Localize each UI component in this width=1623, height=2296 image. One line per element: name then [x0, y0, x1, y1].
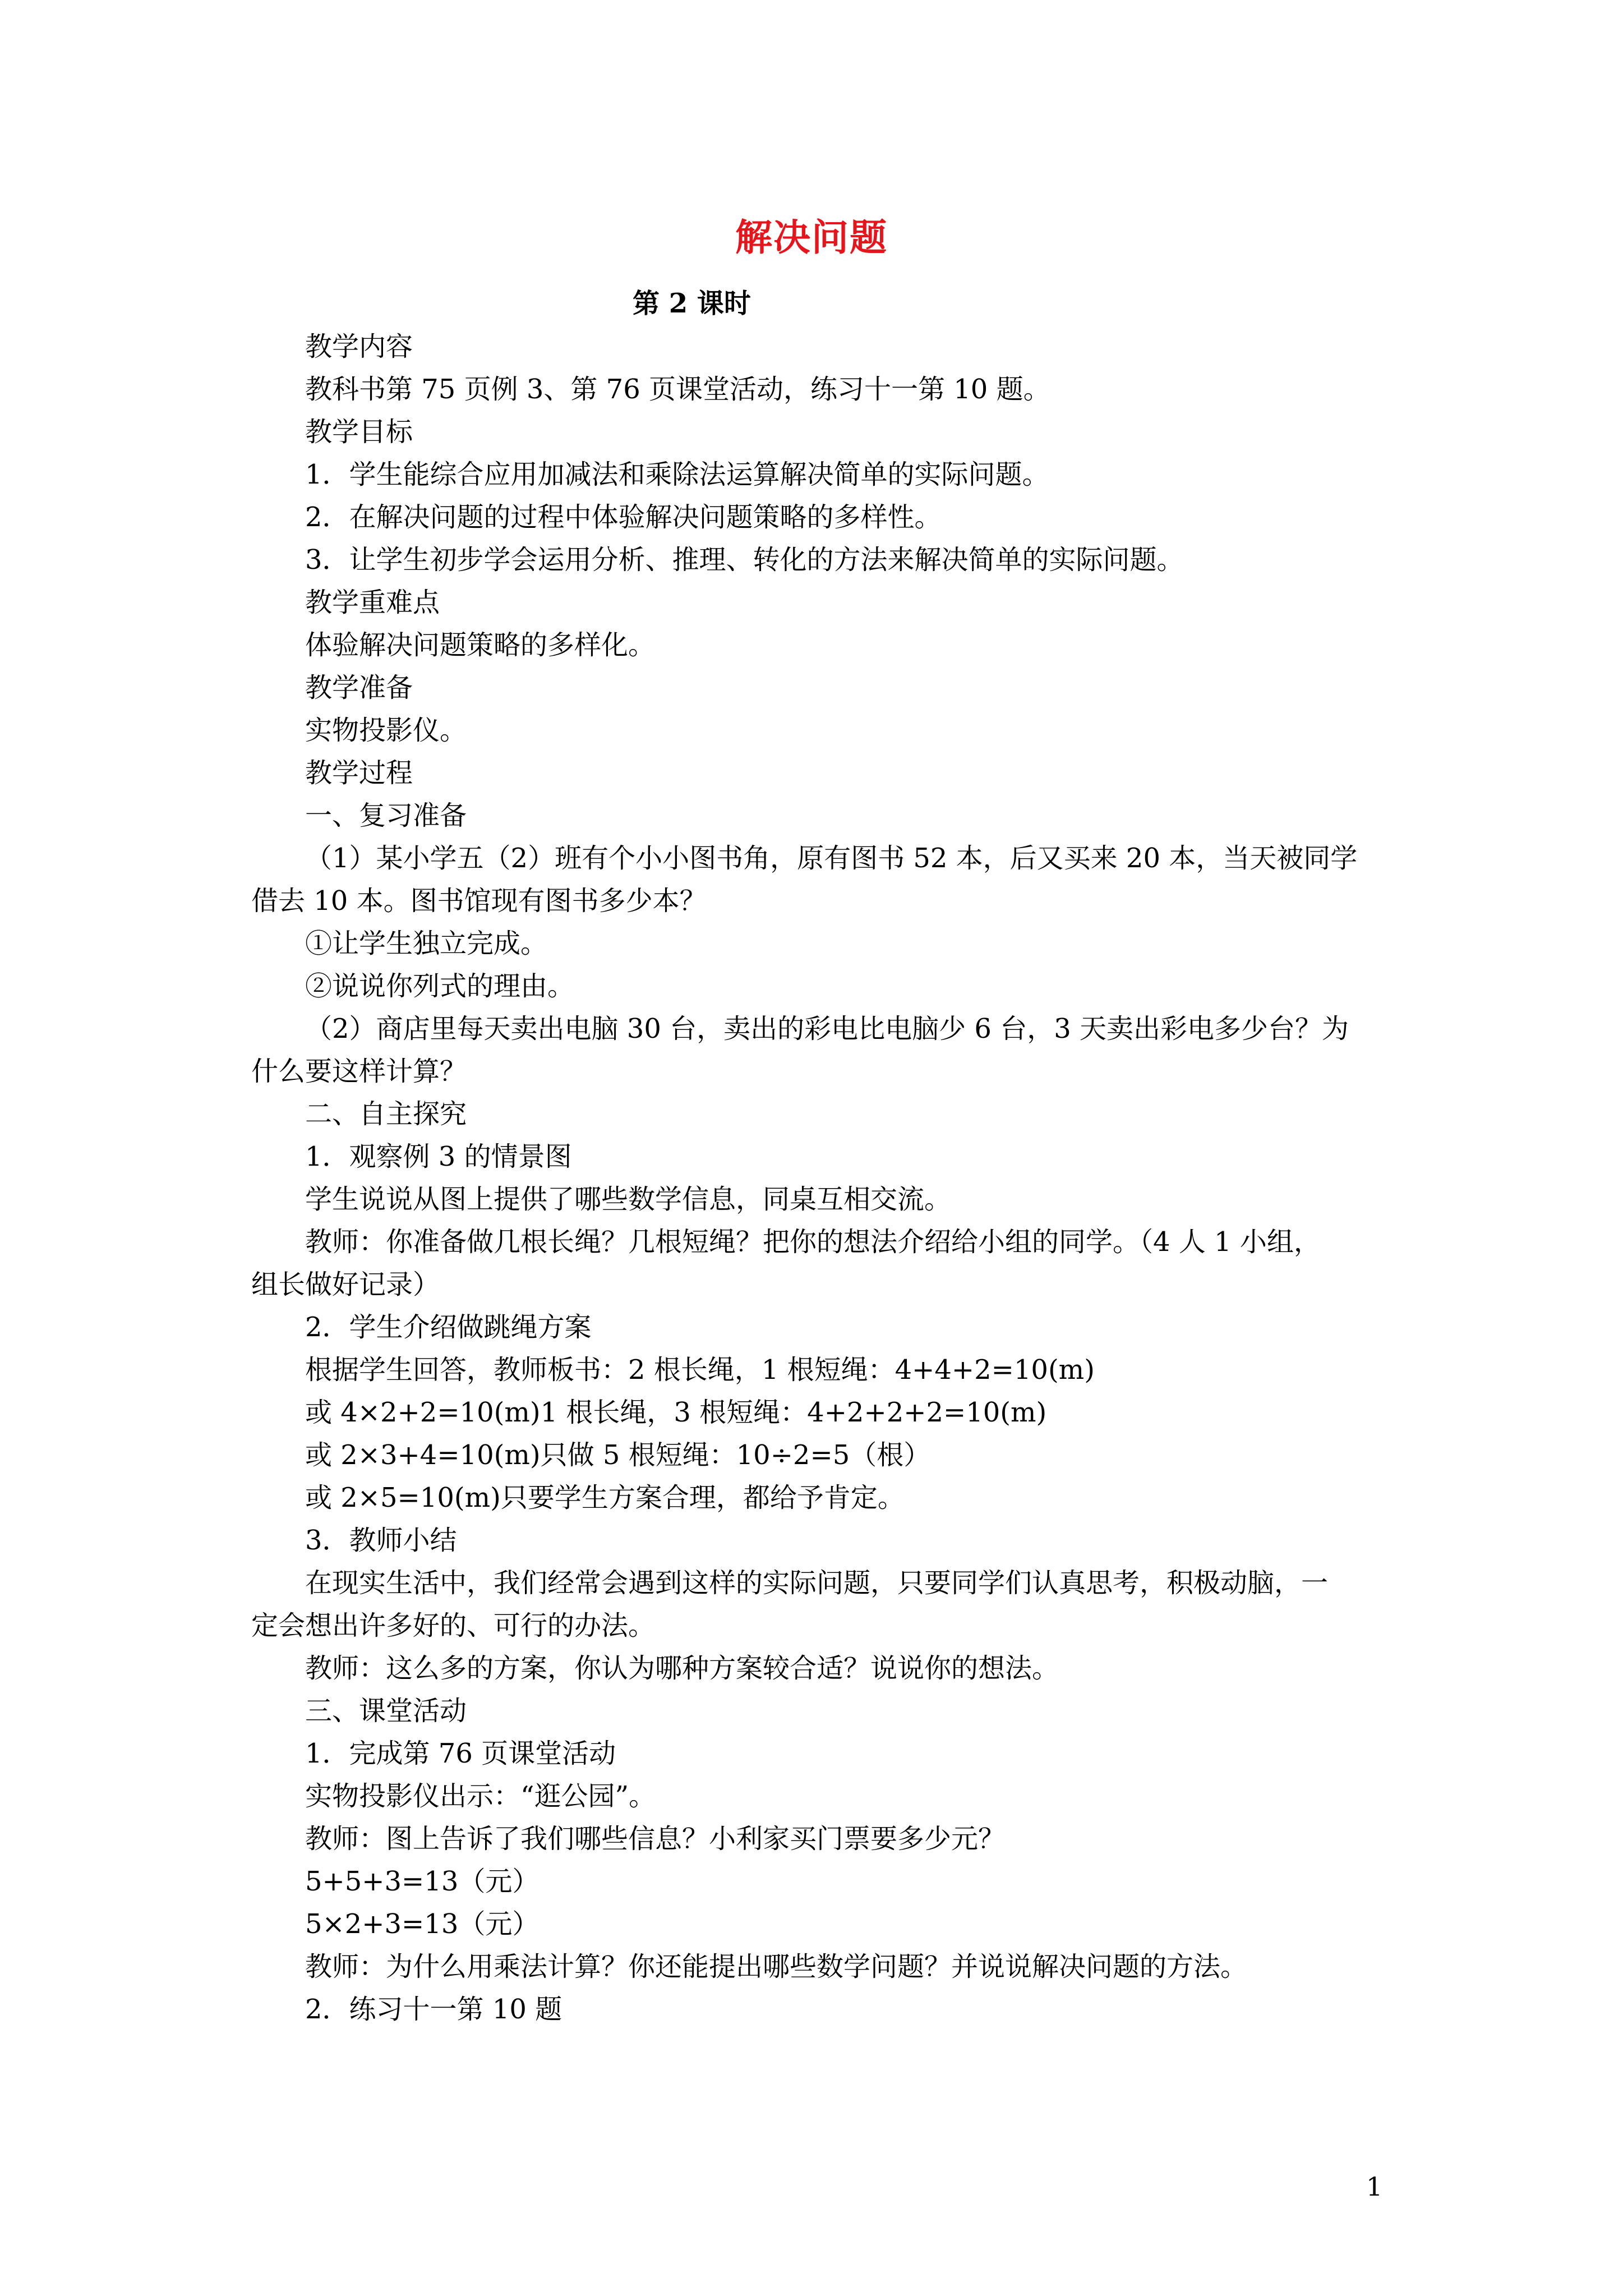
body-line: 组长做好记录） [251, 1269, 440, 1300]
body-line: 教学重难点 [305, 587, 440, 618]
body-line: 或 4×2+2=10(m)1 根长绳，3 根短绳：4+2+2+2=10(m) [305, 1397, 1047, 1428]
body-line: 学生说说从图上提供了哪些数学信息，同桌互相交流。 [305, 1184, 952, 1215]
body-line: 2．在解决问题的过程中体验解决问题策略的多样性。 [305, 501, 942, 533]
body-line: 什么要这样计算？ [251, 1056, 467, 1087]
body-line: 2．练习十一第 10 题 [305, 1994, 562, 2025]
body-line: 2．学生介绍做跳绳方案 [305, 1312, 592, 1343]
body-line: 教科书第 75 页例 3、第 76 页课堂活动，练习十一第 10 题。 [305, 374, 1050, 405]
body-line: 1．观察例 3 的情景图 [305, 1141, 572, 1172]
body-line: 1．完成第 76 页课堂活动 [305, 1738, 616, 1769]
body-line: ①让学生独立完成。 [305, 928, 548, 959]
body-line: 5+5+3=13（元） [305, 1866, 540, 1897]
body-line: ②说说你列式的理由。 [305, 970, 575, 1002]
body-line: 3．让学生初步学会运用分析、推理、转化的方法来解决简单的实际问题。 [305, 544, 1184, 576]
body-line: 教师：图上告诉了我们哪些信息？小利家买门票要多少元？ [305, 1823, 1006, 1855]
body-line: 实物投影仪。 [305, 715, 467, 746]
body-line: 二、自主探究 [305, 1098, 467, 1130]
body-line: 定会想出许多好的、可行的办法。 [251, 1610, 656, 1641]
body-line: 根据学生回答，教师板书：2 根长绳，1 根短绳：4+4+2=10(m) [305, 1354, 1095, 1386]
body-line: 教师：这么多的方案，你认为哪种方案较合适？说说你的想法。 [305, 1653, 1059, 1684]
body-line: 或 2×5=10(m)只要学生方案合理，都给予肯定。 [305, 1482, 905, 1513]
body-line: 教学准备 [305, 672, 413, 703]
body-line: 实物投影仪出示：“逛公园”。 [305, 1780, 656, 1812]
body-line: 体验解决问题策略的多样化。 [305, 629, 656, 661]
body-line: 一、复习准备 [305, 800, 467, 831]
body-line: 或 2×3+4=10(m)只做 5 根短绳：10÷2=5（根） [305, 1439, 931, 1471]
body-line: 教师：你准备做几根长绳？几根短绳？把你的想法介绍给小组的同学。（4 人 1 小组， [305, 1226, 1321, 1258]
body-line: 1．学生能综合应用加减法和乘除法运算解决简单的实际问题。 [305, 459, 1049, 490]
body-line: 教学内容 [305, 331, 413, 362]
page-title: 解决问题 [735, 215, 888, 259]
body-line: 教师：为什么用乘法计算？你还能提出哪些数学问题？并说说解决问题的方法。 [305, 1951, 1248, 1982]
body-line: 在现实生活中，我们经常会遇到这样的实际问题，只要同学们认真思考，积极动脑，一 [305, 1567, 1329, 1599]
body-line: （2）商店里每天卖出电脑 30 台，卖出的彩电比电脑少 6 台，3 天卖出彩电多少台？为 [305, 1013, 1349, 1045]
body-line: 教学过程 [305, 757, 413, 789]
body-line: 借去 10 本。图书馆现有图书多少本？ [251, 885, 707, 917]
body-line: 教学目标 [305, 416, 413, 448]
lesson-subtitle: 第 2 课时 [633, 288, 751, 319]
body-line: （1）某小学五（2）班有个小小图书角，原有图书 52 本，后又买来 20 本，当天被同学 [305, 843, 1358, 874]
document-body [251, 325, 1390, 2031]
body-line: 5×2+3=13（元） [305, 1908, 540, 1940]
body-line: 3．教师小结 [305, 1525, 457, 1556]
page-number: 1 [1366, 2171, 1383, 2202]
body-line: 三、课堂活动 [305, 1695, 467, 1727]
